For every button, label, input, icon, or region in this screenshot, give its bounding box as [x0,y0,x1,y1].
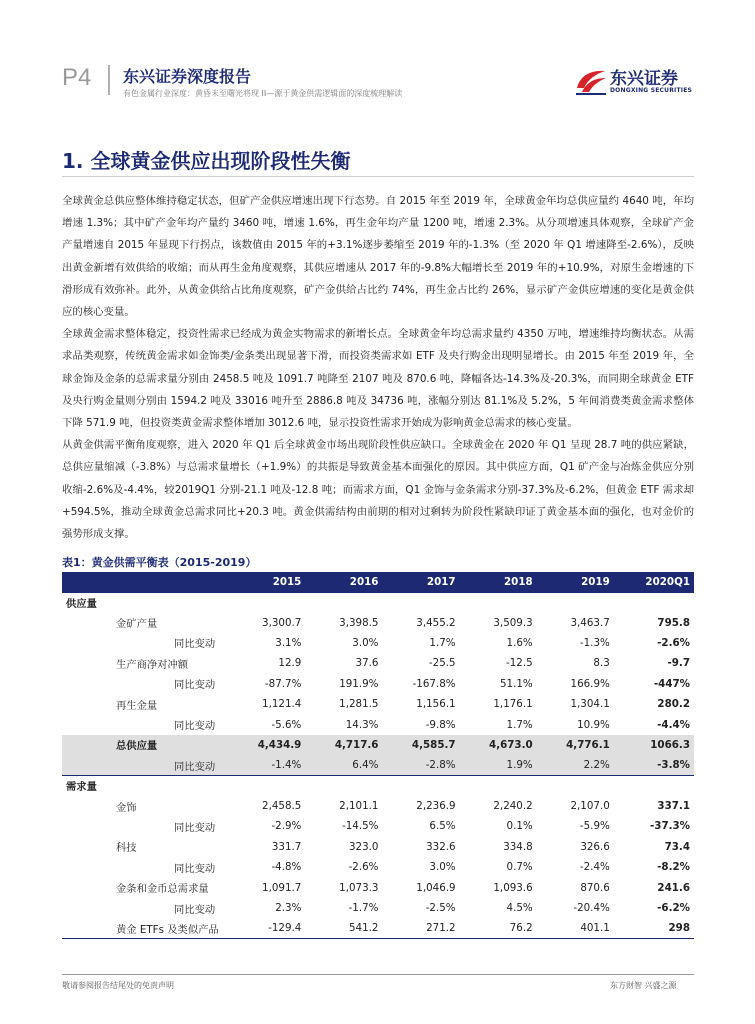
row-label: 需求量 [62,776,228,796]
table-cell [460,592,537,612]
table-cell: -4.8% [271,861,302,874]
row-label: 同比变动 [174,862,216,875]
row-label: 金矿产量 [116,618,158,631]
report-subtitle: 有色金属行业深度：黄昏未至曙光将现 II—源于黄金供需逻辑面的深度梳理解读 [123,89,403,98]
row-label: 总供应量 [62,735,228,755]
table-cell: 3,300.7 [262,616,302,629]
supply-demand-table [62,572,694,939]
table-cell: -5.6% [271,718,302,731]
footer-divider [62,974,694,975]
table-cell: 280.2 [657,698,690,711]
table-cell: -447% [653,677,690,690]
table-row [62,898,694,918]
table-cell: 3.1% [275,636,302,649]
page-number: P4 [62,64,92,91]
table-cell: 0.7% [506,861,533,874]
table-header-cell [62,572,228,592]
table-row [62,877,694,897]
table-cell: -3.8% [614,755,694,775]
table-cell: 6.5% [429,820,456,833]
table-cell: 1.7% [429,636,456,649]
table-cell: 2,458.5 [262,800,302,813]
table-cell: 1.6% [506,636,533,649]
table-row [62,694,694,714]
table-body [62,592,694,939]
table-cell: 2,236.9 [416,800,456,813]
table-cell [228,592,305,612]
table-cell: 37.6 [355,657,379,670]
table-cell: 1,281.5 [339,698,379,711]
table-row [62,837,694,857]
row-label: 同比变动 [62,755,228,775]
paragraph-supply: 全球黄金总供应整体维持稳定状态，但矿产金供应增速出现下行态势。自 2015 年至 2019 年，全球黄金年均总供应量约 4640 吨，年均增速 1.3%；其中矿产金年均产量约 3460 吨，增速 1.6%，再生金年均产量 1200 吨，增速 2.3%。从分项增速具体观察，全球矿产金产量增速自 2015 年显现下行拐点，该数值由 2015 年的+3.1%逐步萎缩至 2019 年的-1.3%（至 2020 年 Q1 增速降至-2.6%），反映出黄金新增有效供给的收缩；而从再生金角度观察，其供应增速从 2017 年的-9.8%大幅增长至 2019 年的+10.9%，对原生金增速的下滑形成有效弥补。此外，从黄金供给占比角度观察，矿产金供给占比约 74%，再生金占比约 26%，显示矿产金供应增速的变化是黄金供应的核心变量。 [62,195,694,319]
table-cell: -2.8% [382,755,459,775]
row-label: 科技 [116,842,137,855]
table-header-row [62,572,694,592]
row-label: 再生金量 [116,699,158,712]
section-title: 1. 全球黄金供应出现阶段性失衡 [62,149,351,173]
table-title: 表1：黄金供需平衡表（2015-2019） [62,556,257,569]
table-row [62,735,694,755]
logo-english-name: DONGXING SECURITIES [610,87,693,94]
table-cell: 8.3 [593,657,610,670]
table-cell: 4,776.1 [537,735,614,755]
table-cell: -5.9% [579,820,610,833]
row-label: 供应量 [62,592,228,612]
table-cell: 73.4 [664,840,690,853]
table-cell: 3,509.3 [493,616,533,629]
table-cell: 12.9 [278,657,302,670]
table-cell [537,776,614,796]
table-cell: 3,455.2 [416,616,456,629]
table-cell: 241.6 [657,881,690,894]
table-cell: 14.3% [345,718,379,731]
table-cell: -1.3% [579,636,610,649]
row-label: 同比变动 [174,720,216,733]
table-cell: 10.9% [577,718,610,731]
body-text [62,190,694,545]
table-cell: 6.4% [305,755,382,775]
row-label: 同比变动 [174,638,216,651]
table-row [62,674,694,694]
table-cell: -25.5 [428,657,456,670]
table-cell [614,776,694,796]
table-cell: 334.8 [503,840,533,853]
table-cell: 76.2 [460,918,537,938]
row-label: 同比变动 [174,679,216,692]
table-row [62,714,694,734]
table-cell: 1,304.1 [570,698,610,711]
table-cell: 2,240.2 [493,800,533,813]
table-cell: 0.1% [506,820,533,833]
row-label: 同比变动 [174,821,216,834]
table-cell: 3,463.7 [570,616,610,629]
table-cell: -6.2% [657,902,690,915]
table-cell [305,592,382,612]
table-row [62,796,694,816]
row-label: 生产商净对冲额 [116,658,189,671]
table-cell: 3,398.5 [339,616,379,629]
table-cell: -2.5% [425,902,456,915]
table-header-cell: 2016 [305,572,382,592]
table-cell: 298 [614,918,694,938]
table-cell: -1.4% [228,755,305,775]
table-cell: -167.8% [412,677,456,690]
table-cell: 326.6 [580,840,610,853]
table-row [62,653,694,673]
table-cell: 3.0% [352,636,379,649]
table-cell: 331.7 [271,840,302,853]
table-cell: 2.2% [537,755,614,775]
table-row [62,592,694,612]
table-row [62,857,694,877]
table-cell: 2,107.0 [570,800,610,813]
table-cell [382,592,459,612]
row-label: 同比变动 [174,903,216,916]
row-label: 金条和金币总需求量 [116,883,209,896]
table-header-cell: 2019 [537,572,614,592]
header-divider [108,65,110,95]
table-cell: 337.1 [657,800,690,813]
table-cell: 1,156.1 [416,698,456,711]
logo-chinese-name: 东兴证券 [610,69,678,89]
table-cell [228,776,305,796]
report-title: 东兴证券深度报告 [123,67,252,86]
table-cell: -87.7% [264,677,302,690]
table-row [62,612,694,632]
table-cell: -12.5 [506,657,533,670]
table-header-cell: 2018 [460,572,537,592]
table-cell: -2.9% [271,820,302,833]
table-cell: 1,121.4 [262,698,302,711]
table-row [62,816,694,836]
table-cell: -2.6% [348,861,379,874]
table-cell: 166.9% [570,677,610,690]
table-cell [382,776,459,796]
table-cell: 1,046.9 [416,881,456,894]
table-cell: 4,717.6 [305,735,382,755]
table-cell: 4,434.9 [228,735,305,755]
table-header-cell: 2015 [228,572,305,592]
table-cell: -4.4% [657,718,690,731]
table-cell: 4.5% [506,902,533,915]
table-header-cell: 2017 [382,572,459,592]
table-cell: 4,673.0 [460,735,537,755]
table-cell: 401.1 [537,918,614,938]
table-row [62,776,694,796]
footer-slogan: 东方财智 兴盛之源 [610,981,677,990]
table-cell: 271.2 [382,918,459,938]
table-cell: 51.1% [499,677,533,690]
table-cell: 191.9% [339,677,379,690]
table-cell: 795.8 [657,616,690,629]
table-row [62,918,694,938]
table-header-cell: 2020Q1 [614,572,694,592]
table-cell: -9.8% [425,718,456,731]
table-cell: 323.0 [348,840,379,853]
table-cell: 1,093.6 [493,881,533,894]
table-cell: -2.6% [657,636,690,649]
table-cell: -9.7 [667,657,690,670]
table-cell: 1,091.7 [262,881,302,894]
table-cell: -14.5% [342,820,379,833]
table-cell: 1066.3 [614,735,694,755]
table-cell: 870.6 [580,881,610,894]
table-cell: -1.7% [348,902,379,915]
table-cell: -37.3% [650,820,690,833]
table-cell: 2,101.1 [339,800,379,813]
table-cell: -2.4% [579,861,610,874]
table-cell: 541.2 [305,918,382,938]
company-logo [574,64,694,100]
section-divider [62,176,694,177]
table-cell: 1,176.1 [493,698,533,711]
paragraph-demand: 全球黄金需求整体稳定，投资性需求已经成为黄金实物需求的新增长点。全球黄金年均总需求量约 4350 万吨，增速维持均衡状态。从需求品类观察，传统黄金需求如金饰类/金条类出现显著下滑，而投资类需求如 ETF 及央行购金出现明显增长。由 2015 年至 2019 年，全球金饰及金条的总需求量分别由 2458.5 吨及 1091.7 吨降至 2107 吨及 870.6 吨，降幅各达-14.3%及-20.3%，而同期全球黄金 ETF 及央行购金量则分别由 1594.2 吨及 33016 吨升至 2886.8 吨及 34736 吨，涨幅分别达 81.1%及 5.2%，5 年间消费类黄金需求整体下降 571.9 吨，但投资类黄金需求整体增加 3012.6 吨，显示投资性需求开始成为影响黄金总需求的核心变量。 [62,328,694,430]
footer-disclaimer: 敬请参阅报告结尾处的免责声明 [62,981,174,990]
table-cell: 2.3% [275,902,302,915]
table-cell [460,776,537,796]
table-cell: 1.7% [506,718,533,731]
table-cell: -8.2% [657,861,690,874]
table-cell [305,776,382,796]
table-cell: -129.4 [228,918,305,938]
logo-mark-icon [574,66,608,96]
table-row [62,755,694,775]
table-cell [537,592,614,612]
table-cell [614,592,694,612]
row-label: 金饰 [116,801,137,814]
table-cell: 1,073.3 [339,881,379,894]
row-label: 黄金 ETFs 及类似产品 [62,918,228,938]
table-cell: 1.9% [460,755,537,775]
page-header [0,0,755,110]
paragraph-balance: 从黄金供需平衡角度观察，进入 2020 年 Q1 后全球黄金市场出现阶段性供应缺口。全球黄金在 2020 年 Q1 呈现 28.7 吨的供应紧缺，总供应量缩减（-3.8%）与总需求量增长（+1.9%）的共振是导致黄金基本面强化的原因。其中供应方面，Q1 矿产金与冶炼金供应分别收缩-2.6%及-4.4%，较2019Q1 分别-21.1 吨及-12.8 吨；而需求方面，Q1 金饰与金条需求分别-37.3%及-6.2%，但黄金 ETF 需求却+594.5%，推动全球黄金总需求同比+20.3 吨。黄金供需结构由前期的相对过剩转为阶段性紧缺印证了黄金基本面的强化，也对金价的强势形成支撑。 [62,439,694,541]
table-cell: 4,585.7 [382,735,459,755]
table-cell: 3.0% [429,861,456,874]
table-cell: -20.4% [573,902,610,915]
table-cell: 332.6 [426,840,456,853]
table-row [62,633,694,653]
